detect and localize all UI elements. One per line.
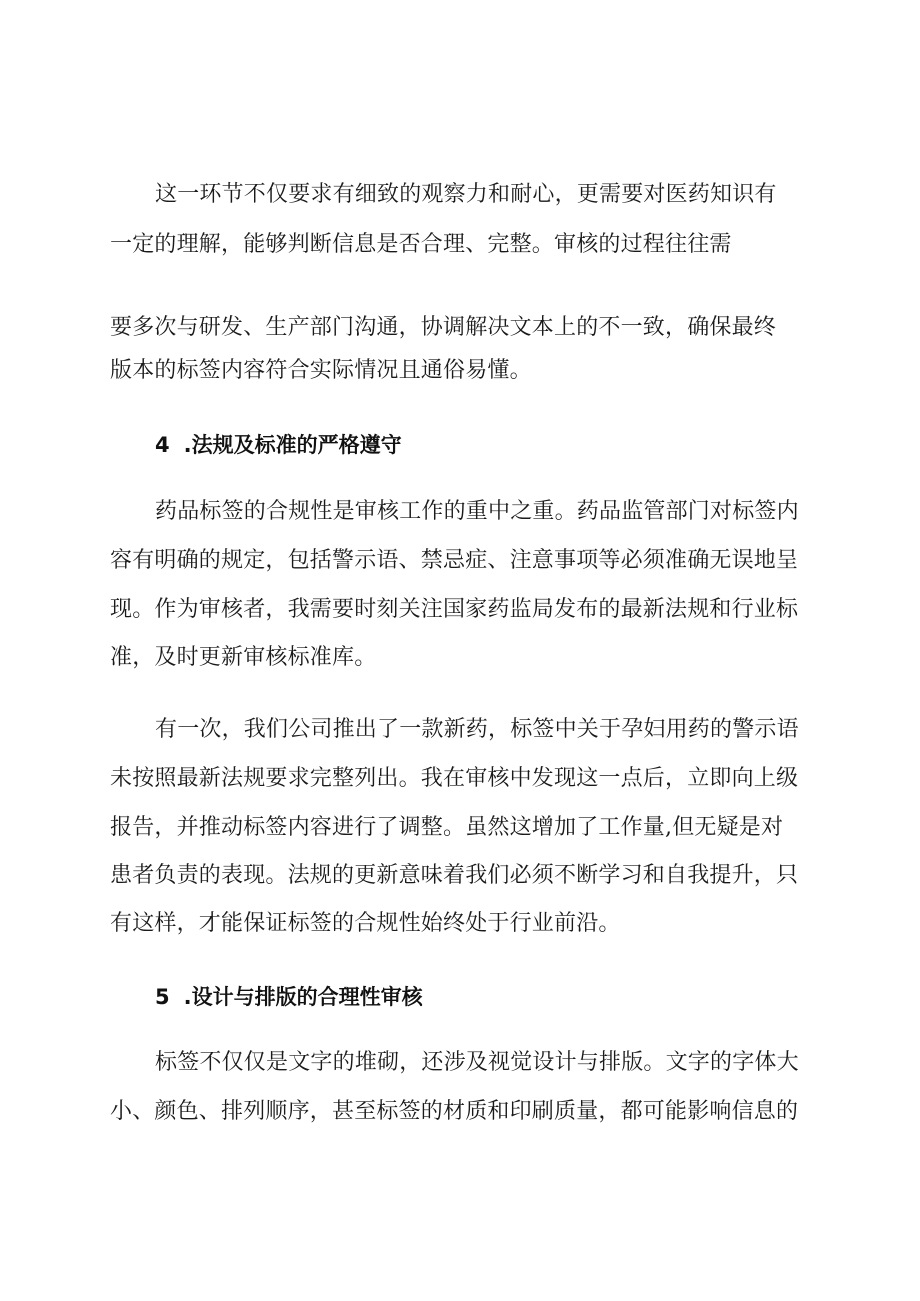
section-number: 4 — [155, 433, 170, 457]
paragraph-line: 容有明确的规定，包括警示语、禁忌症、注意事项等必须准确无误地呈 — [110, 548, 799, 573]
paragraph-line: 小、颜色、排列顺序，甚至标签的材质和印刷质量，都可能影响信息的 — [110, 1099, 799, 1124]
paragraph-line: 有这样，才能保证标签的合规性始终处于行业前沿。 — [110, 911, 621, 936]
paragraph-line: 一定的理解，能够判断信息是否合理、完整。审核的过程往往需 — [110, 232, 732, 257]
paragraph-line: 报告，并推动标签内容进行了调整。虽然这增加了工作量,但无疑是对 — [110, 815, 784, 840]
section-heading — [155, 982, 423, 1012]
section-heading — [155, 430, 402, 460]
paragraph-line: 版本的标签内容符合实际情况且通俗易懂。 — [110, 358, 532, 383]
section-number: 5 — [155, 985, 170, 1009]
section-title: .设计与排版的合理性审核 — [183, 985, 423, 1009]
paragraph-line: 未按照最新法规要求完整列出。我在审核中发现这一点后，立即向上级 — [110, 766, 799, 791]
paragraph-line: 准，及时更新审核标准库。 — [110, 645, 377, 670]
paragraph-line: 要多次与研发、生产部门沟通，协调解决文本上的不一致，确保最终 — [110, 315, 777, 340]
paragraph-line: 患者负责的表现。法规的更新意味着我们必须不断学习和自我提升，只 — [110, 863, 799, 888]
paragraph-line: 药品标签的合规性是审核工作的重中之重。药品监管部门对标签内 — [155, 499, 799, 524]
paragraph-line: 这一环节不仅要求有细致的观察力和耐心，更需要对医药知识有 — [155, 182, 777, 207]
paragraph-line: 现。作为审核者，我需要时刻关注国家药监局发布的最新法规和行业标 — [110, 597, 799, 622]
paragraph-line: 有一次，我们公司推出了一款新药，标签中关于孕妇用药的警示语 — [155, 717, 799, 742]
paragraph-line: 标签不仅仅是文字的堆砌，还涉及视觉设计与排版。文字的字体大 — [155, 1050, 799, 1075]
section-title: .法规及标准的严格遵守 — [183, 433, 402, 457]
